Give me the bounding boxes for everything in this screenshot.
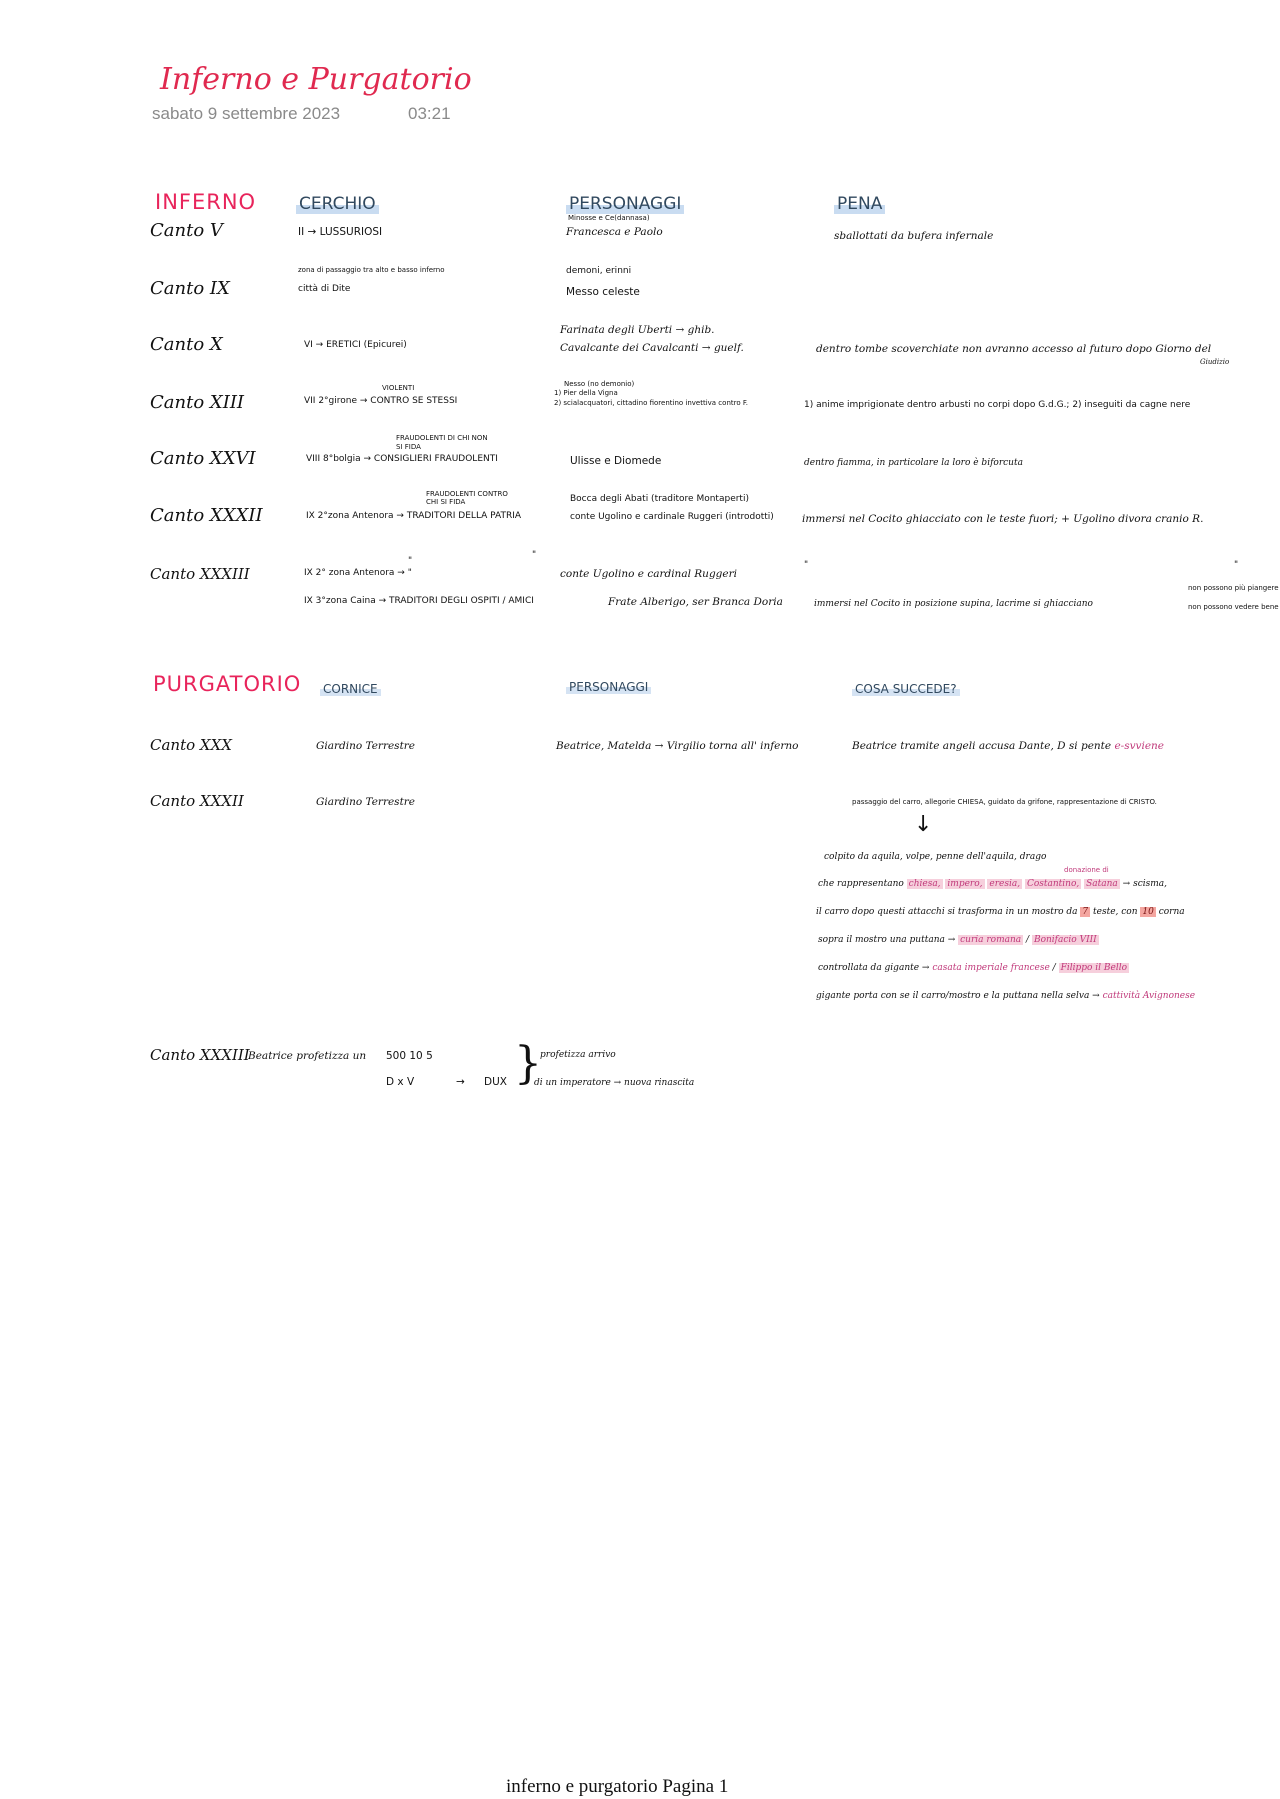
pena-canto-xxxii: immersi nel Cocito ghiacciato con le teste fuori; + Ugolino divora cranio R. bbox=[802, 513, 1204, 525]
notes-line-1: colpito da aquila, volpe, penne dell'aquila, drago bbox=[824, 852, 1047, 862]
pena-canto-v: sballottati da bufera infernale bbox=[834, 230, 994, 242]
page-title: Inferno e Purgatorio bbox=[160, 62, 472, 97]
prophecy-dux: DUX bbox=[484, 1076, 507, 1088]
cerchio-note-2-canto-xxxii: CHI SI FIDA bbox=[426, 498, 466, 506]
num-7: 7 bbox=[1082, 907, 1089, 917]
pers-note-canto-v: Minosse e Ce(dannasa) bbox=[568, 214, 650, 222]
canto-xxvi: Canto XXVI bbox=[150, 448, 256, 469]
notes-line-3 bbox=[816, 907, 1185, 917]
pena-canto-xxvi: dentro fiamma, in particolare la loro è biforcuta bbox=[804, 458, 1023, 468]
notes-small-above: donazione di bbox=[1064, 866, 1109, 874]
pers-3-canto-xiii: 2) scialacquatori, cittadino fiorentino invettiva contro F. bbox=[554, 399, 748, 407]
cerchio-canto-ix: città di Dite bbox=[298, 284, 351, 294]
canto-xxx: Canto XXX bbox=[150, 736, 232, 754]
pena-canto-xiii: 1) anime imprigionate dentro arbusti no corpi dopo G.d.G.; 2) inseguiti da cagne nere bbox=[804, 400, 1191, 410]
hl-filippo: Filippo il Bello bbox=[1060, 963, 1128, 973]
ditto-b: " bbox=[532, 550, 537, 560]
canto-xxxiii-inferno: Canto XXXIII bbox=[150, 565, 250, 583]
line6-prefix: gigante porta con se il carro/mostro e la puttana nella selva → bbox=[816, 991, 1100, 1001]
hl-satana: Satana bbox=[1086, 879, 1118, 889]
line5-prefix: controllata da gigante → bbox=[818, 963, 930, 973]
svviene-highlight: e-svviene bbox=[1114, 740, 1165, 752]
brace-line-2: di un imperatore → nuova rinascita bbox=[534, 1078, 695, 1088]
pers-canto-xxxiii: conte Ugolino e cardinal Ruggeri bbox=[560, 568, 737, 580]
hl-eresia: eresia, bbox=[989, 879, 1021, 889]
pena-canto-x: dentro tombe scoverchiate non avranno accesso al futuro dopo Giorno del bbox=[816, 343, 1212, 355]
cerchio-canto-xxxii: IX 2°zona Antenora → TRADITORI DELLA PATRIA bbox=[306, 511, 522, 521]
notes-line-2 bbox=[818, 879, 1167, 889]
line2-suffix: → scisma, bbox=[1122, 879, 1167, 889]
canto-xxxiii-purg: Canto XXXIII bbox=[150, 1046, 250, 1064]
succede-canto-xxxii: passaggio del carro, allegorie CHIESA, guidato da grifone, rappresentazione di CRISTO. bbox=[852, 798, 1157, 806]
col-pena: PENA bbox=[834, 194, 885, 214]
prophecy-letters: D x V bbox=[386, 1076, 415, 1088]
branch-1: non possono più piangere bbox=[1188, 584, 1279, 592]
page-footer: inferno e purgatorio Pagina 1 bbox=[506, 1776, 729, 1797]
pena-2-canto-xxxiii: immersi nel Cocito in posizione supina, lacrime si ghiacciano bbox=[814, 599, 1093, 609]
col-cornice: CORNICE bbox=[320, 682, 381, 696]
branch-2: non possono vedere bene bbox=[1188, 603, 1279, 611]
col-personaggi-purg: PERSONAGGI bbox=[566, 680, 651, 694]
brace-line-1: profetizza arrivo bbox=[540, 1050, 616, 1060]
hl-cattivita: cattività Avignonese bbox=[1102, 991, 1196, 1001]
cerchio-canto-x: VI → ERETICI (Epicurei) bbox=[304, 340, 407, 350]
canto-v: Canto V bbox=[150, 220, 223, 241]
pers-canto-xxvi: Ulisse e Diomede bbox=[570, 455, 662, 467]
cornice-canto-xxxii: Giardino Terrestre bbox=[316, 796, 416, 808]
inferno-heading: INFERNO bbox=[155, 190, 257, 214]
line4-prefix: sopra il mostro una puttana → bbox=[818, 935, 956, 945]
pers-canto-xxx: Beatrice, Matelda → Virgilio torna all' inferno bbox=[556, 740, 799, 752]
pena-2-canto-x: Giudizio bbox=[1200, 358, 1230, 366]
col-cosa-succede: COSA SUCCEDE? bbox=[852, 682, 960, 696]
cerchio-2-canto-xxxiii: IX 3°zona Caina → TRADITORI DEGLI OSPITI / AMICI bbox=[304, 596, 534, 606]
pers-canto-v: Francesca e Paolo bbox=[566, 226, 663, 238]
notes-line-4 bbox=[818, 935, 1099, 945]
canto-xxxii: Canto XXXII bbox=[150, 505, 263, 526]
line2-prefix: che rappresentano bbox=[818, 879, 904, 889]
arrow-down-icon: ↓ bbox=[914, 812, 933, 837]
prophecy-numbers: 500 10 5 bbox=[386, 1050, 433, 1062]
notes-line-6 bbox=[816, 991, 1195, 1001]
pers-2-canto-xiii: 1) Pier della Vigna bbox=[554, 389, 618, 397]
pers-2-canto-x: Cavalcante dei Cavalcanti → guelf. bbox=[560, 342, 744, 354]
hl-chiesa: chiesa, bbox=[908, 879, 941, 889]
cerchio-note-2-canto-xxvi: SI FIDA bbox=[396, 443, 421, 451]
cornice-canto-xxx: Giardino Terrestre bbox=[316, 740, 416, 752]
cerchio-note-1-canto-xxxii: FRAUDOLENTI CONTRO bbox=[426, 490, 508, 498]
cerchio-canto-xxvi: VIII 8°bolgia → CONSIGLIERI FRAUDOLENTI bbox=[306, 454, 498, 464]
hl-bonifacio: Bonifacio VIII bbox=[1033, 935, 1097, 945]
num-10: 10 bbox=[1142, 907, 1154, 917]
pers-1-canto-ix: demoni, erinni bbox=[566, 266, 632, 276]
pers-1-canto-x: Farinata degli Uberti → ghib. bbox=[560, 324, 715, 336]
hl-costantino: Costantino, bbox=[1026, 879, 1080, 889]
notes-line-5 bbox=[818, 963, 1129, 973]
col-cerchio: CERCHIO bbox=[296, 194, 379, 214]
line4-sep: / bbox=[1026, 935, 1030, 945]
line3-suffix: corna bbox=[1158, 907, 1185, 917]
cerchio-note-canto-ix: zona di passaggio tra alto e basso inferno bbox=[298, 266, 445, 274]
cerchio-canto-v: II → LUSSURIOSI bbox=[298, 226, 383, 238]
page-time: 03:21 bbox=[408, 104, 451, 123]
purgatorio-heading: PURGATORIO bbox=[153, 672, 302, 696]
ditto-a: " bbox=[408, 556, 413, 566]
canto-xxxii-purg: Canto XXXII bbox=[150, 792, 244, 810]
pers-2-canto-xxxiii: Frate Alberigo, ser Branca Doria bbox=[608, 596, 783, 608]
page-date: sabato 9 settembre 2023 bbox=[152, 104, 341, 123]
succede-canto-xxx bbox=[852, 740, 1164, 752]
pers-1-canto-xiii: Nesso (no demonio) bbox=[564, 380, 635, 388]
cerchio-note-canto-xiii: VIOLENTI bbox=[382, 384, 415, 392]
prophecy-text: Beatrice profetizza un bbox=[248, 1050, 367, 1062]
canto-ix: Canto IX bbox=[150, 278, 230, 299]
prophecy-arrow: → bbox=[456, 1076, 465, 1088]
canto-xiii: Canto XIII bbox=[150, 392, 245, 413]
brace-icon: } bbox=[514, 1038, 542, 1089]
line3-prefix: il carro dopo questi attacchi si trasforma in un mostro da bbox=[816, 907, 1078, 917]
pers-2-canto-ix: Messo celeste bbox=[566, 286, 640, 298]
ditto-d: " bbox=[1234, 560, 1239, 570]
col-personaggi: PERSONAGGI bbox=[566, 194, 684, 214]
cerchio-note-1-canto-xxvi: FRAUDOLENTI DI CHI NON bbox=[396, 434, 488, 442]
succede-text: Beatrice tramite angeli accusa Dante, D si pente bbox=[852, 740, 1112, 752]
hl-impero: impero, bbox=[947, 879, 983, 889]
ditto-c: " bbox=[804, 560, 809, 570]
line3-mid: teste, con bbox=[1093, 907, 1138, 917]
pers-1-canto-xxxii: Bocca degli Abati (traditore Montaperti) bbox=[570, 494, 749, 504]
line5-sep: / bbox=[1052, 963, 1056, 973]
hl-casata: casata imperiale francese bbox=[932, 963, 1050, 973]
hl-curia: curia romana bbox=[960, 935, 1022, 945]
cerchio-canto-xiii: VII 2°girone → CONTRO SE STESSI bbox=[304, 396, 458, 406]
cerchio-canto-xxxiii: IX 2° zona Antenora → " bbox=[304, 568, 412, 578]
canto-x: Canto X bbox=[150, 334, 223, 355]
pers-2-canto-xxxii: conte Ugolino e cardinale Ruggeri (introdotti) bbox=[570, 512, 774, 522]
